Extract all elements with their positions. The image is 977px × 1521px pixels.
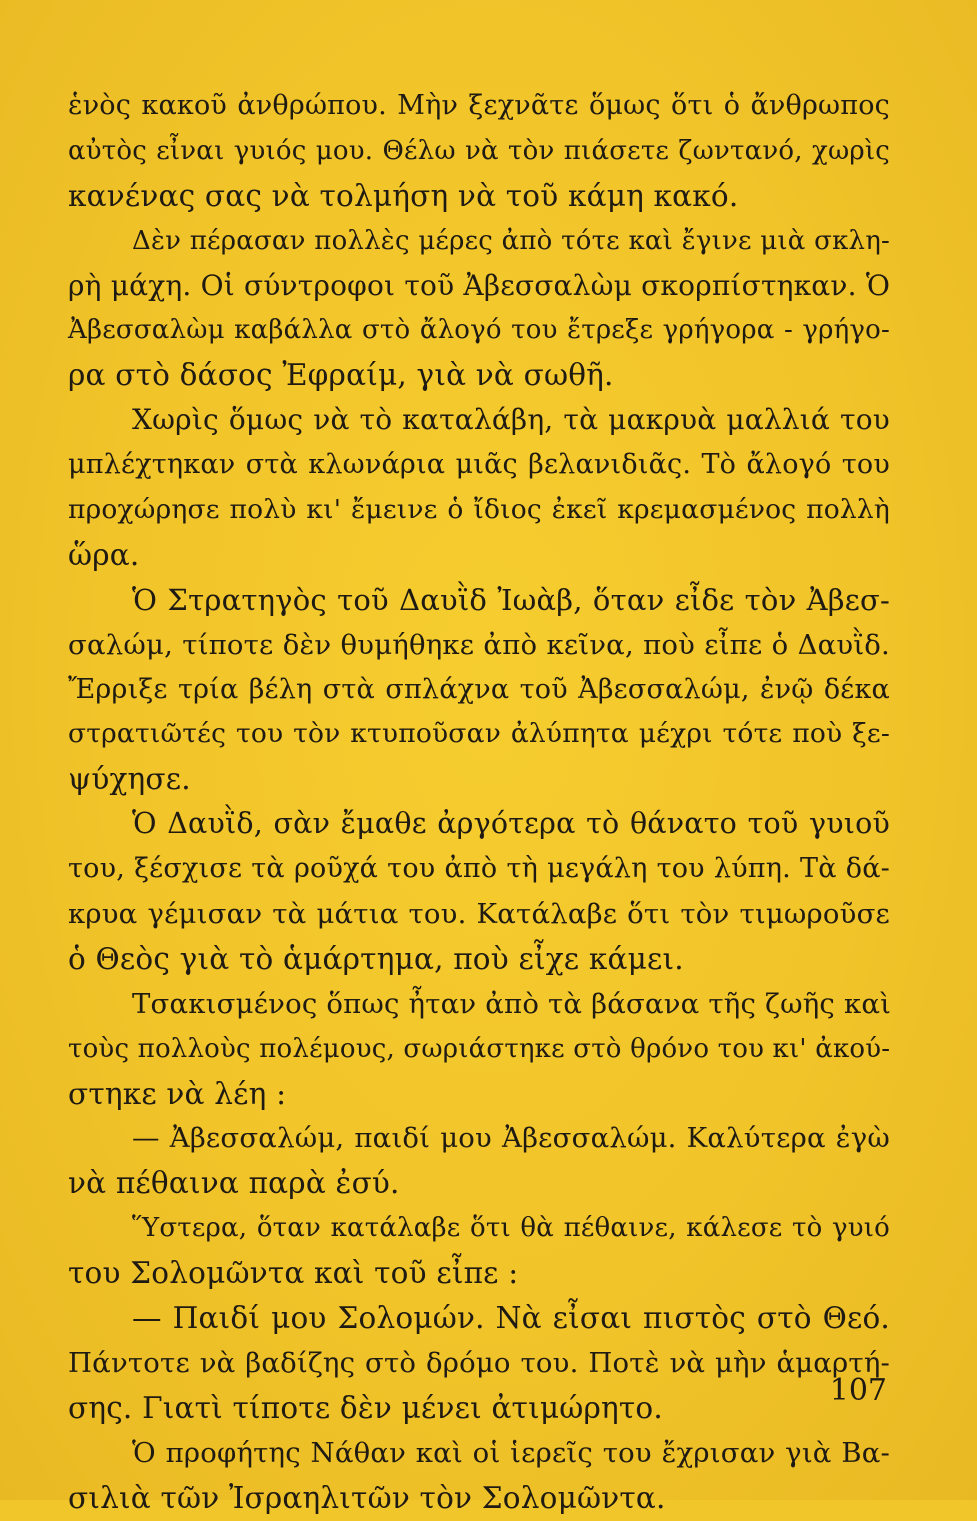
text-line: Πάντοτε νὰ βαδίζης στὸ δρόμο του. Ποτὲ νὰ μὴν ἁμαρτή- xyxy=(68,1346,890,1379)
text-line: Ὁ Δαυῒδ, σὰν ἔμαθε ἀργότερα τὸ θάνατο τοῦ γυιοῦ xyxy=(132,807,890,841)
text-line: αὐτὸς εἶναι γυιός μου. Θέλω νὰ τὸν πιάσετε ζωντανό, χωρὶς xyxy=(68,135,890,166)
text-line: σαλώμ, τίποτε δὲν θυμήθηκε ἀπὸ κεῖνα, ποὺ εἶπε ὁ Δαυῒδ. xyxy=(68,628,890,661)
text-line: Ἔρριξε τρία βέλη στὰ σπλάχνα τοῦ Ἀβεσσαλώμ, ἐνῷ δέκα xyxy=(68,673,890,705)
text-line: ψύχησε. xyxy=(68,762,191,797)
text-line: Τσακισμένος ὅπως ἦταν ἀπὸ τὰ βάσανα τῆς ζωῆς καὶ xyxy=(132,987,892,1020)
text-line: ρὴ μάχη. Οἱ σύντροφοι τοῦ Ἀβεσσαλὼμ σκορπίστηκαν. Ὁ xyxy=(68,268,891,302)
page-number: 107 xyxy=(829,1373,887,1408)
text-line: τοὺς πολλοὺς πολέμους, σωριάστηκε στὸ θρόνο του κι' ἀκού- xyxy=(68,1033,891,1064)
text-line: ἑνὸς κακοῦ ἀνθρώπου. Μὴν ξεχνᾶτε ὅμως ὅτι ὁ ἄνθρωπος xyxy=(68,90,890,121)
text-line: σης. Γιατὶ τίποτε δὲν μένει ἀτιμώρητο. xyxy=(68,1390,663,1425)
text-line: Δὲν πέρασαν πολλὲς μέρες ἀπὸ τότε καὶ ἔγινε μιὰ σκλη- xyxy=(132,225,890,256)
text-line: Ὁ προφήτης Νάθαν καὶ οἱ ἱερεῖς του ἔχρισαν γιὰ Βα- xyxy=(132,1436,890,1469)
text-line: του Σολομῶντα καὶ τοῦ εἶπε : xyxy=(68,1256,519,1291)
text-line: ὁ Θεὸς γιὰ τὸ ἁμάρτημα, ποὺ εἶχε κάμει. xyxy=(68,941,684,976)
text-line: μπλέχτηκαν στὰ κλωνάρια μιᾶς βελανιδιᾶς. Τὸ ἄλογό του xyxy=(68,449,890,481)
text-line: Ὕστερα, ὅταν κατάλαβε ὅτι θὰ πέθαινε, κάλεσε τὸ γυιό xyxy=(132,1213,890,1244)
text-line: στηκε νὰ λέη : xyxy=(68,1076,287,1111)
text-line: — Παιδί μου Σολομών. Νὰ εἶσαι πιστὸς στὸ Θεό. xyxy=(132,1301,890,1336)
text-line: Ὁ Στρατηγὸς τοῦ Δαυῒδ Ἰωὰβ, ὅταν εἶδε τὸν Ἀβεσ- xyxy=(132,582,890,617)
text-line: προχώρησε πολὺ κι' ἔμεινε ὁ ἴδιος ἐκεῖ κρεμασμένος πολλὴ xyxy=(68,494,890,526)
text-line: Ἀβεσσαλὼμ καβάλλα στὸ ἄλογό του ἔτρεξε γρήγορα - γρήγο- xyxy=(68,315,890,346)
text-line: σιλιὰ τῶν Ἰσραηλιτῶν τὸν Σολομῶντα. xyxy=(68,1480,666,1515)
text-line: νὰ πέθαινα παρὰ ἐσύ. xyxy=(68,1166,400,1201)
text-line: — Ἀβεσσαλώμ, παιδί μου Ἀβεσσαλώμ. Καλύτερα ἐγὼ xyxy=(132,1122,890,1155)
text-line: στρατιῶτές του τὸν κτυποῦσαν ἀλύπητα μέχρι τότε ποὺ ξε- xyxy=(68,718,890,750)
text-line: κανένας σας νὰ τολμήση νὰ τοῦ κάμη κακό. xyxy=(68,178,739,213)
text-line: Χωρὶς ὅμως νὰ τὸ καταλάβη, τὰ μακρυὰ μαλλιά του xyxy=(132,403,890,437)
body-text xyxy=(68,84,890,1521)
text-line: ὥρα. xyxy=(68,537,140,572)
text-line: του, ξέσχισε τὰ ροῦχά του ἀπὸ τὴ μεγάλη του λύπη. Τὰ δά- xyxy=(68,853,890,885)
text-line: κρυα γέμισαν τὰ μάτια του. Κατάλαβε ὅτι τὸν τιμωροῦσε xyxy=(68,898,890,931)
text-line: ρα στὸ δάσος Ἐφραίμ, γιὰ νὰ σωθῆ. xyxy=(68,358,614,393)
